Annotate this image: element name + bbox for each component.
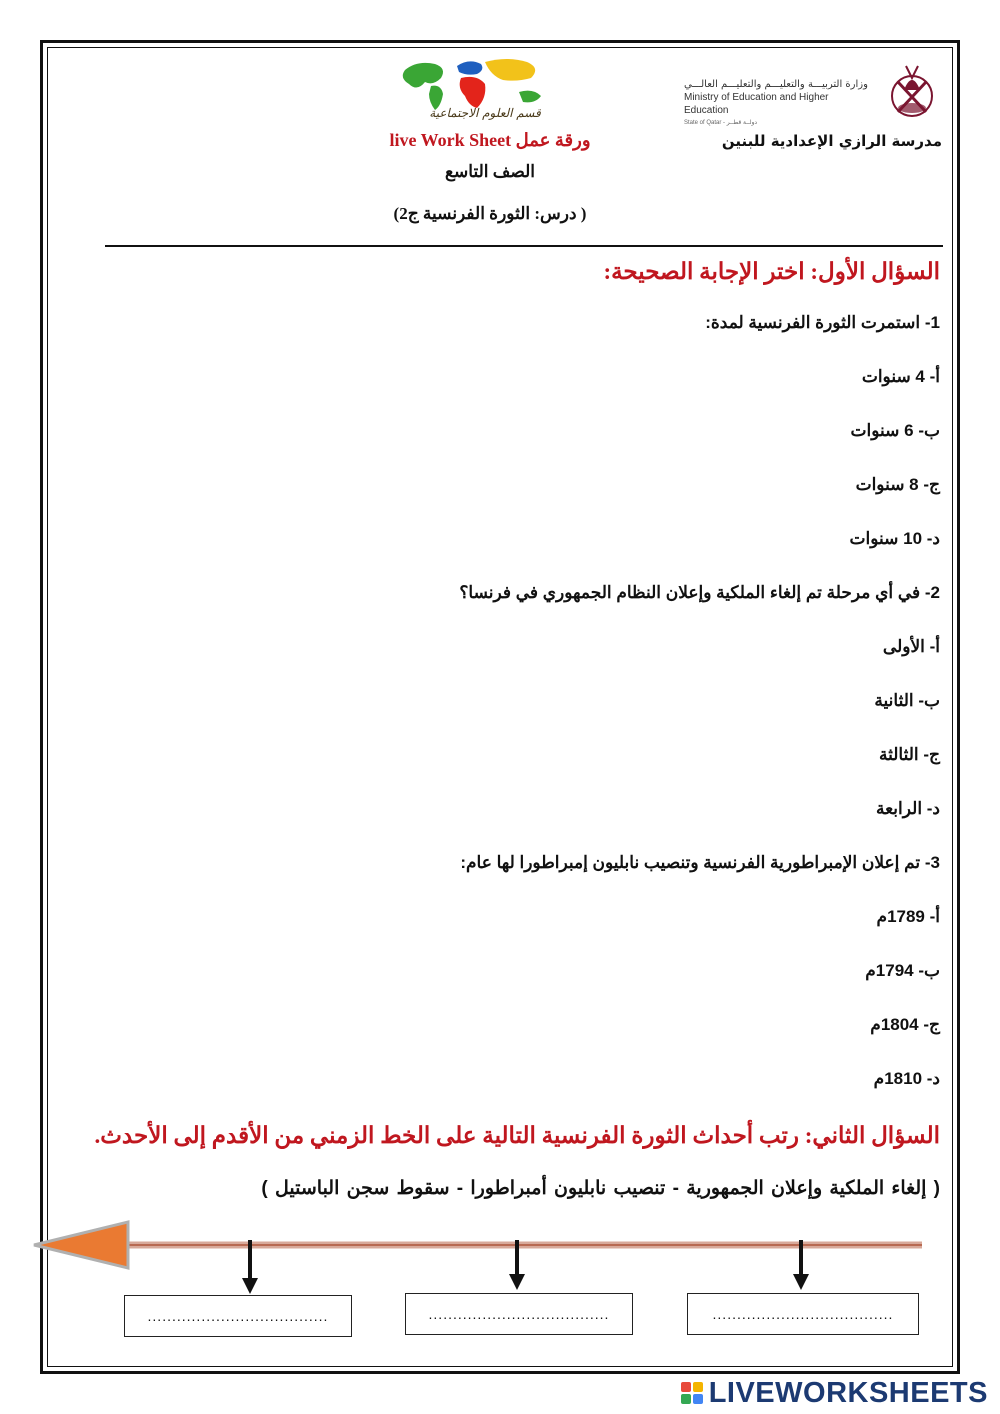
liveworksheets-brand	[681, 1376, 988, 1410]
q2-option-b[interactable]: ب- الثانية	[874, 691, 940, 710]
q3-option-d[interactable]: د- 1810م	[873, 1069, 940, 1088]
ministry-text	[684, 78, 874, 130]
worksheet-header	[60, 50, 950, 240]
ministry-name-ar: وزارة التربيـــة والتعليـــم والتعليـــم العالـــي	[684, 79, 868, 90]
worksheet-title: ورقة عمل live Work Sheet	[389, 130, 591, 150]
q1-option-b[interactable]: ب- 6 سنوات	[850, 421, 940, 440]
question1-heading: السؤال الأول: اختر الإجابة الصحيحة:	[603, 259, 940, 284]
q1-option-c[interactable]: ج- 8 سنوات	[855, 475, 940, 494]
liveworksheets-logo-icon	[681, 1382, 703, 1404]
q2-option-a[interactable]: أ- الأولى	[882, 637, 940, 656]
q1-stem: 1- استمرت الثورة الفرنسية لمدة:	[705, 313, 940, 332]
timeline	[0, 1220, 1000, 1350]
ministry-block	[684, 56, 940, 126]
question2-events: ( إلغاء الملكية وإعلان الجمهورية - تنصيب نابليون أمبراطورا - سقوط سجن الباستيل )	[261, 1178, 940, 1199]
header-divider	[105, 245, 943, 247]
state-label: State of Qatar - دولــة قطــر	[684, 120, 758, 126]
q2-option-c[interactable]: ج- الثالثة	[879, 745, 940, 764]
q3-option-a[interactable]: أ- 1789م	[876, 907, 940, 926]
answer-box-2[interactable]: .....................................	[405, 1293, 633, 1335]
question2-heading: السؤال الثاني: رتب أحداث الثورة الفرنسية التالية على الخط الزمني من الأقدم إلى الأحدث.	[94, 1123, 940, 1148]
answer-box-1[interactable]: .....................................	[124, 1295, 352, 1337]
q2-stem: 2- في أي مرحلة تم إلغاء الملكية وإعلان النظام الجمهوري في فرنسا؟	[459, 583, 940, 602]
department-logo-caption: قسم العلوم الاجتماعية	[429, 106, 541, 120]
q3-stem: 3- تم إعلان الإمبراطورية الفرنسية وتنصيب نابليون إمبراطورا لها عام:	[460, 853, 940, 872]
arrow-head-icon	[34, 1222, 128, 1268]
school-name: مدرسة الرازي الإعدادية للبنين	[721, 132, 942, 150]
answer-box-3[interactable]: .....................................	[687, 1293, 919, 1335]
q3-option-c[interactable]: ج- 1804م	[870, 1015, 940, 1034]
ministry-name-en: Ministry of Education and Higher Education	[684, 92, 829, 116]
q2-option-d[interactable]: د- الرابعة	[875, 799, 940, 818]
q1-option-d[interactable]: د- 10 سنوات	[849, 529, 940, 548]
qatar-emblem-icon	[884, 60, 940, 126]
grade-label: الصف التاسع	[445, 162, 535, 181]
q1-option-a[interactable]: أ- 4 سنوات	[861, 367, 940, 386]
lesson-title: ( درس: الثورة الفرنسية ج2)	[393, 204, 587, 223]
brand-text: LIVEWORKSHEETS	[708, 1376, 988, 1409]
q3-option-b[interactable]: ب- 1794م	[865, 961, 940, 980]
